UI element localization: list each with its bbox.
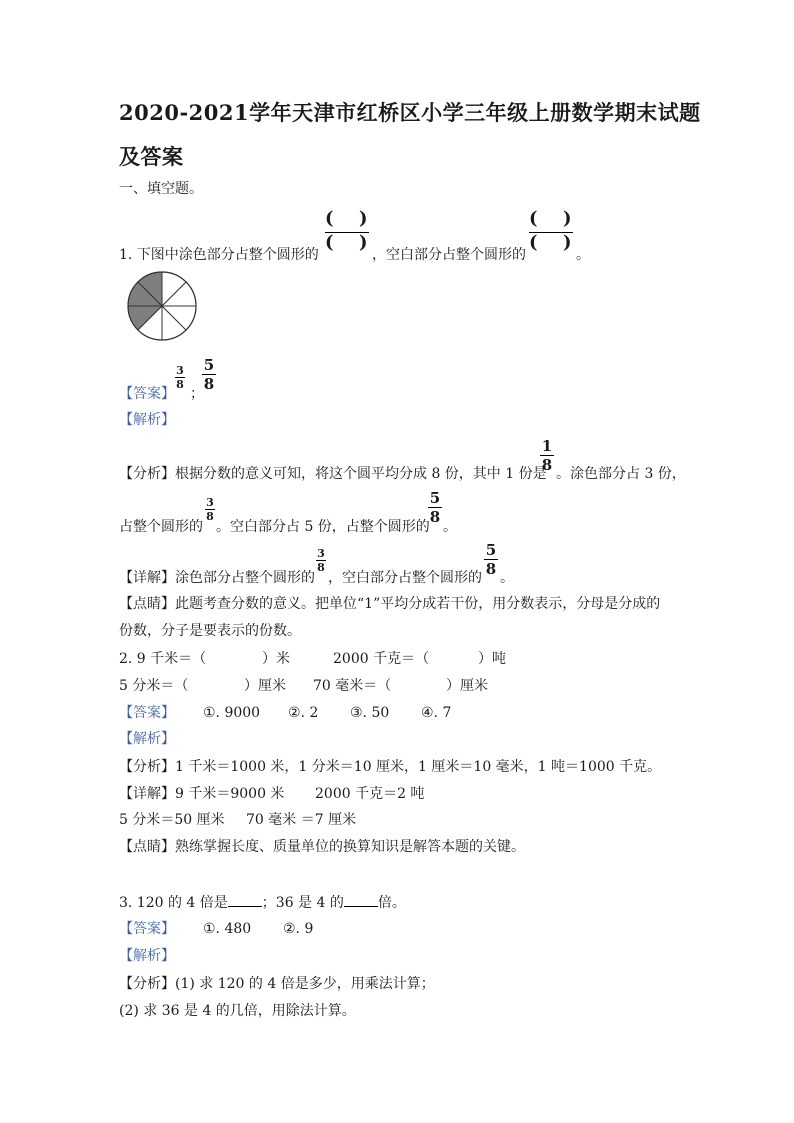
- q1-fenxi-d: 。空白部分占 5 份，占整个圆形的: [216, 519, 430, 535]
- q3-fenxi-1: 【分析】(1) 求 120 的 4 倍是多少，用乘法计算；: [119, 976, 435, 992]
- q2-xiangjie-b: 2000 千克＝2 吨: [315, 786, 425, 802]
- q1-dianjing-1: 【点睛】此题考查分数的意义。把单位“1”平均分成若干份，用分数表示，分母是分成的: [119, 596, 661, 612]
- q2-line2-a: 5 分米＝（: [119, 678, 189, 694]
- q1-answer-sep: ；: [190, 386, 204, 402]
- page-title-line2: 及答案: [119, 144, 184, 169]
- q2-line1-d: ）吨: [478, 651, 506, 667]
- q1-text-a: 1. 下图中涂色部分占整个圆形的: [119, 247, 319, 263]
- q1-answer-label: 【答案】: [119, 386, 175, 402]
- q2-line1-c: 2000 千克＝（: [333, 651, 430, 667]
- q3-fenxi-2: (2) 求 36 是 4 的几倍，用除法计算。: [119, 1003, 356, 1019]
- q2-line2-b: ）厘米: [244, 678, 286, 694]
- q3-analysis-label: 【解析】: [119, 948, 175, 964]
- q2-analysis-label: 【解析】: [119, 731, 175, 747]
- page-title-line1: 2020-2021学年天津市红桥区小学三年级上册数学期末试题: [119, 100, 701, 125]
- q1-text-b: ，空白部分占整个圆形的: [372, 247, 526, 263]
- q1-fenxi-frac: 1 8: [541, 437, 553, 474]
- section-heading: 一、填空题。: [119, 181, 203, 197]
- q2-dianjing: 【点睛】熟练掌握长度、质量单位的换算知识是解答本题的关键。: [119, 839, 525, 855]
- q1-fenxi-e: 。: [443, 519, 457, 535]
- q2-xiangjie-a: 【详解】9 千米＝9000 米: [119, 786, 285, 802]
- q3-answer-1: ①. 480: [203, 921, 252, 937]
- q1-answer-fraction-1: 3 8: [176, 364, 184, 391]
- q1-xiangjie-frac-2: 5 8: [485, 541, 497, 578]
- q1-fenxi-a: 【分析】根据分数的意义可知，将这个圆平均分成 8 份，其中 1 份是: [119, 466, 547, 482]
- q1-fenxi-c-frac: 3 8: [206, 496, 214, 523]
- q1-blank-fraction-1: ( ) ( ): [325, 208, 368, 253]
- q2-line2-d: ）厘米: [446, 678, 488, 694]
- q3-answer-2: ②. 9: [283, 921, 314, 937]
- q2-answer-2: ②. 2: [288, 705, 319, 721]
- q3-answer-label: 【答案】: [119, 921, 175, 937]
- q1-text-c: 。: [576, 247, 590, 263]
- q2-fenxi: 【分析】1 千米＝1000 米，1 分米＝10 厘米，1 厘米＝10 毫米，1 吨＝1000 千克。: [119, 759, 662, 775]
- q2-answer-1: ①. 9000: [203, 705, 261, 721]
- q1-xiangjie-c: 。: [500, 570, 514, 586]
- q1-xiangjie-a: 【详解】涂色部分占整个圆形的: [119, 570, 315, 586]
- q2-xiangjie-d: 70 毫米 ＝7 厘米: [246, 812, 357, 828]
- q2-line1-b: ）米: [262, 651, 290, 667]
- q3-question: 3. 120 的 4 倍是 ；36 是 4 的 倍。: [119, 892, 406, 912]
- q2-line2-c: 70 毫米＝（: [313, 678, 392, 694]
- q2-line1-a: 2. 9 千米＝（: [119, 651, 207, 667]
- q2-answer-3: ③. 50: [350, 705, 390, 721]
- q2-answer-label: 【答案】: [119, 705, 175, 721]
- q1-xiangjie-b: ，空白部分占整个圆形的: [328, 570, 482, 586]
- q2-xiangjie-c: 5 分米＝50 厘米: [119, 812, 225, 828]
- q1-circle-figure: [126, 270, 198, 342]
- q1-blank-fraction-2: ( ) ( ): [529, 208, 572, 253]
- q1-dianjing-2: 份数，分子是要表示的份数。: [119, 623, 301, 639]
- q1-fenxi-b: 。涂色部分占 3 份，: [556, 466, 686, 482]
- q1-fenxi-d-frac: 5 8: [429, 489, 441, 526]
- q2-answer-4: ④. 7: [421, 705, 452, 721]
- q1-analysis-label: 【解析】: [119, 412, 175, 428]
- q1-xiangjie-frac-1: 3 8: [317, 547, 325, 574]
- q1-answer-fraction-2: 5 8: [203, 356, 215, 393]
- q1-fenxi-c: 占整个圆形的: [119, 519, 203, 535]
